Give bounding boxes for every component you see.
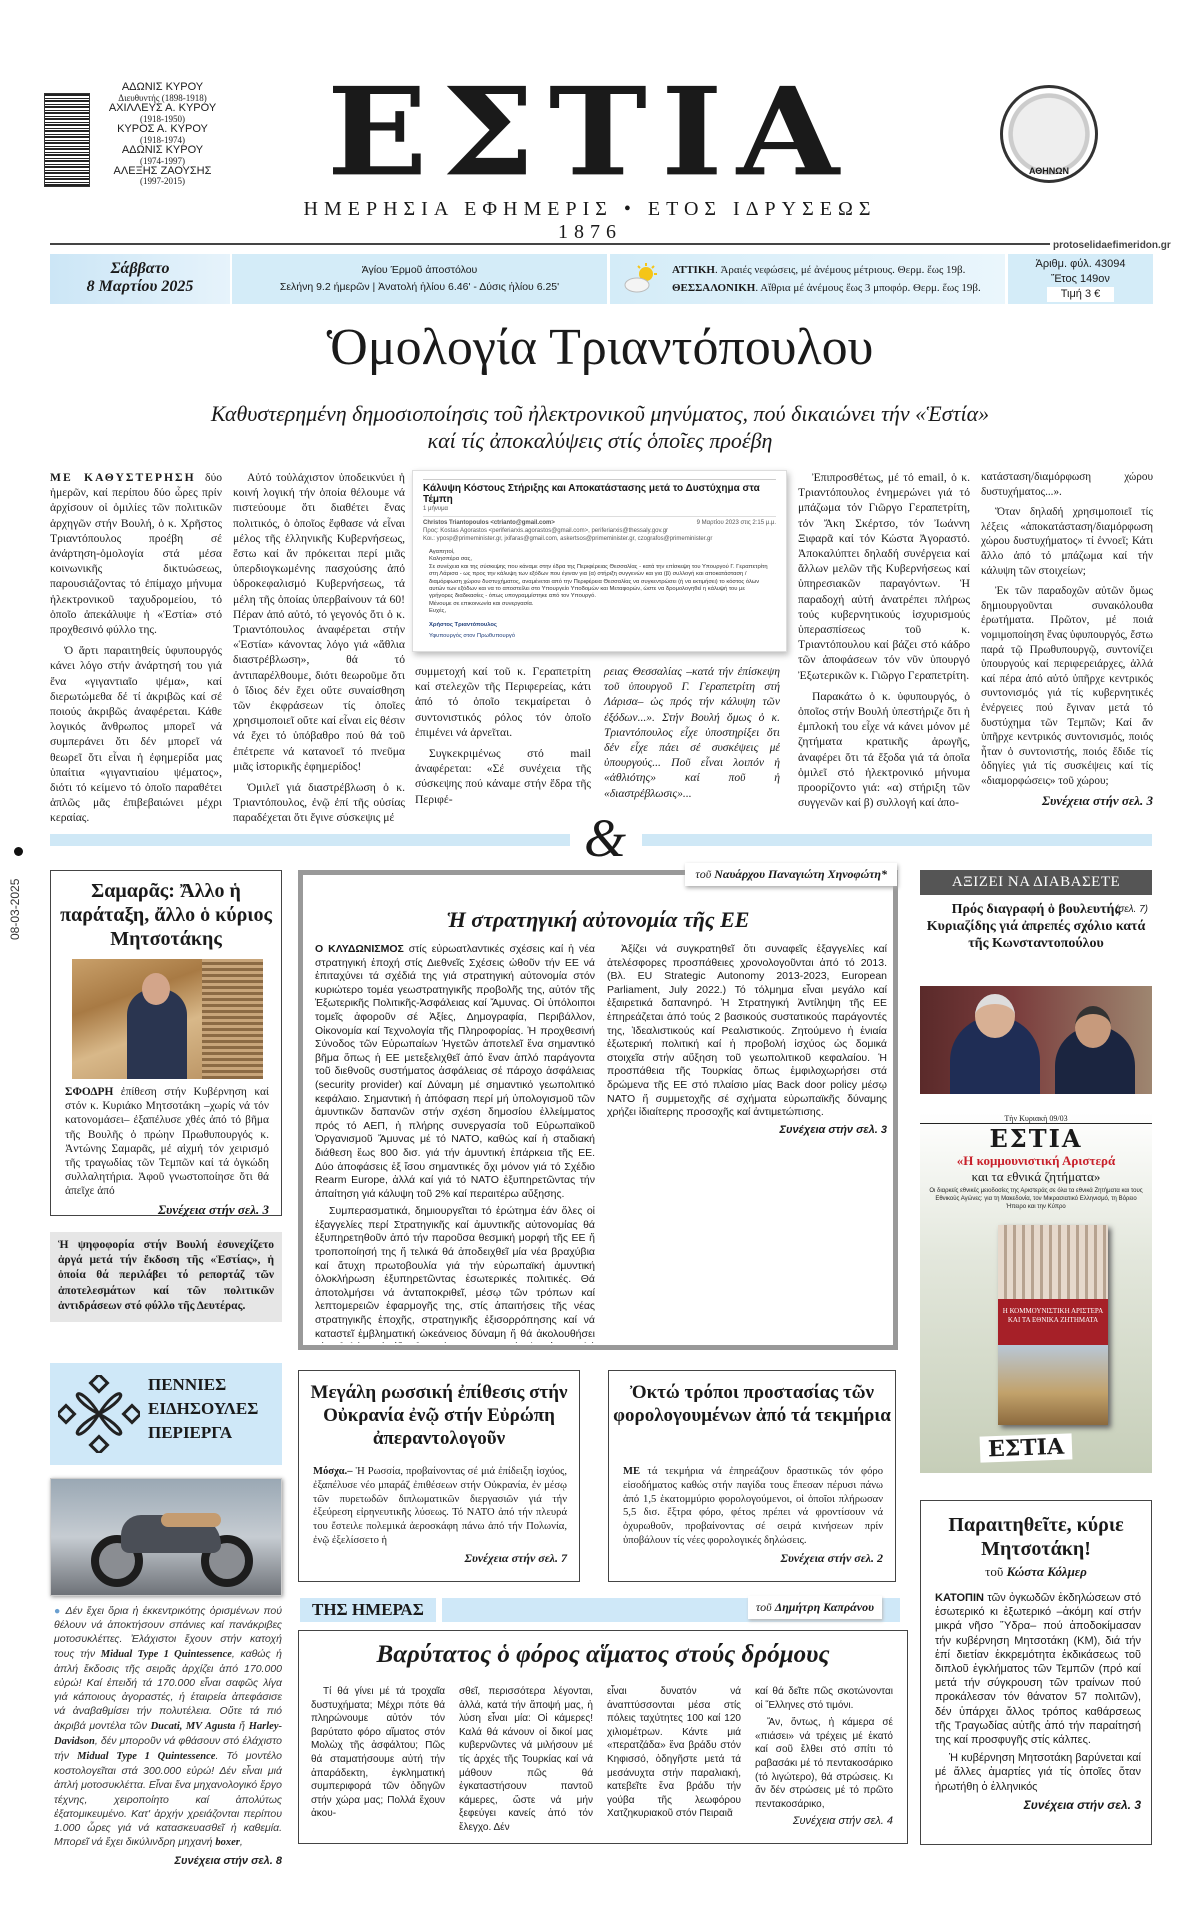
paragraph: Παρακάτω ὁ κ. ὑφυπουργός, ὁ ὁποῖος στήν Βουλή ὑπεστήριζε ὅτι ἡ ἐμπλοκή του εἶχε νά κάνει μόνον μέ ζητήματα κρατικῆς ἀρωγῆς, ἀναφέρει ὅτι τά ἔξοδα γιά τά ὁποῖα ὁμιλεῖ στό ἠλεκτρονικό μήνυμα προορίζοντο γιά: «α) στήριξη τῶν συγγενῶν καί β) συλλογή καί ἀπο- <box>798 689 970 810</box>
title-line: ΠΕΝΝΙΕΣ <box>148 1375 227 1394</box>
founder-years: (1974-1997) <box>140 155 185 166</box>
paragraph: Ὅταν δηλαδή χρησιμοποιεῖ τίς λέξεις «ἀποκατάσταση/διαμόρφωση χώρου δυστυχήματος» τί ἐννοεῖ; Κάτι ἄλλο ἀπό τό μπάζωμα καί τήν κάλυψη τῶν στοιχείων; <box>981 506 1153 577</box>
paragraph: Συμπερασματικά, δημιουργεῖται τό ἐρώτημα ἐάν ὅλες οἱ ἐξαγγελίες περί Στρατηγικῆς καί ἀμυντικῆς αὐτονομίας θά ἐξυπηρετηθοῦν ἀπό τήν παροῦσα θεσμική μορφή τῆς ΕΕ ἤ τροποποίησή της ἤ τελικά θά ἀποδειχθεῖ μία νέα βραχύβια καί ἄτυχη πρωτοβουλία γιά τήν εὐρωπαϊκή ἀμυντική ὁλοκλήρωση ἐξυπηρετῶντας ἐσωτερικές πολιτικές. Θά ἀποτολμήσει νά ἀνταποκριθεῖ, μέσῳ τῶν τρόπων καί λεπτομερειῶν ἐφαρμογῆς της, στίς ἀπαιτήσεις τῆς νέας στρατηγικῆς ἐποχῆς, στρατηγικῆς ἐξισορρόπησης καί νά καταστεῖ ἐμβληματική ὠκεάνειος δύναμη ἤ θά ἀκολουθήσει <box>315 1205 595 1340</box>
book-advertisement[interactable] <box>920 1113 1152 1473</box>
paragraph: ρειας Θεσσαλίας –κατά τήν ἐπίσκεψη τοῦ ὑπουργοῦ Γ. Γεραπετρίτη στή Λάρισα– ὡς πρός τήν κάλυψη τῶν ἐξόδων...». Στήν Βουλή ὅμως ὁ κ. Τριαντόπουλος εἶχε ὑποστηρίξει ὅτι δέν εἶχε πάει σέ συσκέψεις μέ ὑπουργούς... Ποῦ εἶναι λοιπόν ἡ «ἀθλιότης» καί ποῦ ἡ «διαστρέβλωσις»... <box>604 665 780 800</box>
newspaper-logo[interactable]: ΕΣΤΙΑ <box>326 61 854 204</box>
page-ref: (σελ. 7) <box>1114 904 1148 915</box>
must-read-headline[interactable] <box>920 895 1152 952</box>
saint-of-day: Άγίου Έρμοῦ ἀποστόλου <box>361 264 478 276</box>
email-date: 9 Μαρτίου 2023 στις 2:15 μ.μ. <box>696 520 776 526</box>
founder-name: ΑΔΩΝΙΣ ΚΥΡΟΥ <box>121 143 204 156</box>
barcode <box>44 93 90 187</box>
sheet-number: Ἀριθμ. φύλ. 43094 <box>1035 258 1126 270</box>
masthead-tagline: ΗΜΕΡΗΣΙΑ ΕΦΗΜΕΡΙΣ • ΕΤΟΣ ΙΔΡΥΣΕΩΣ 1876 <box>303 198 877 243</box>
pennies-text <box>54 1604 282 1869</box>
paragraph: Αὐτό τοὐλάχιστον ὑποδεικνύει ἡ κοινή λογική τήν ὁποία θέλουμε νά πιστεύουμε ὅτι διαθέτει ἕνας πολιτικός, ὁ ὁποῖος ἔφθασε νά εἶναι μέλος τῆς ἑλληνικῆς Κυβερνήσεως, ἔστω καί ἄν πρόκειται περί μιᾶς ὑπερδιογκωμένης πασχούσης ἀπό ὑδροκεφαλισμό Κυβερνήσεως, τά μέλη τῆς ὁποίας ὑπερβαίνουν τά 60! Πέραν ἀπό αὐτό, τό γεγονός ὅτι ὁ κ. Τριαντόπουλος ἀναφέρεται στήν «Ἑστία» κάνοντας λόγο γιά «ἄθλια διαστρέβλωση», θά τό ἀντιπαρέλθουμε, διότι θεωροῦμε ὅτι ὁ ἴδιος δέν ἔχει οὔτε συναίσθηση τῶν ἐκφράσεων τίς ὁποῖες χρησιμοποιεῖ οὔτε καί εἶναι εἰς θέσιν νά ἔχει τό ὑπόβαθρο πού θά τοῦ ἐπέτρεπε νά κατανοεῖ τό πνεῦμα μιᾶς ἱστορικῆς ἐφημερίδος! <box>233 471 405 773</box>
brand-name: Ducati, MV Agusta <box>150 1720 236 1732</box>
weather-text: . Ἀραιές νεφώσεις, μέ ἀνέμους μέτριους. Θερμ. ἕως 19β. <box>714 264 966 276</box>
email-screenshot <box>412 470 787 652</box>
weather-forecast <box>610 254 1005 304</box>
lead-subheadline <box>130 400 1070 454</box>
paragraph <box>54 1605 282 1848</box>
russia-article <box>298 1370 580 1582</box>
text-run: . Τό μοντέλο κοστολογεῖται στά 300.000 εὐρώ! Δέν εἶναι μιά ἁπλή μοτοσυκλέττα. Εἶναι ἕνα μηχανολογικό ἔργο τέχνης, χειροποίητο καί ἀπολύτως ἐξατομικευμένο. Κατ' ἀρχήν χρειάζονται περίπου 1.000 ὧρες γιά νά κατασκευασθεῖ ἡ καθεμία. Μπορεῖ νά ἔχει δικύλινδρη μηχανή <box>54 1750 282 1849</box>
founder-name: ΚΥΡΟΣ Α. ΚΥΡΟΥ <box>117 122 208 135</box>
email-subject: Κάλυψη Κόστους Στήριξης και Αποκατάστασης μετά το Δυστύχημα στα Τέμπη <box>423 479 776 505</box>
paragraph: κατάσταση/διαμόρφωση χώρου δυστυχήματος...». <box>981 471 1153 498</box>
continued-link[interactable]: Συνέχεια στήν σελ. 3 <box>1042 793 1153 809</box>
bullet-icon <box>14 847 23 856</box>
publication-year: Ἔτος 149ον <box>1051 273 1110 285</box>
bullet-icon: ● <box>54 1605 66 1617</box>
continued-link[interactable]: Συνέχεια στήν σελ. 3 <box>779 1123 887 1136</box>
lead-word: ΣΦΟΔΡΗ <box>65 1086 114 1098</box>
text-run: Δέν ἔχει ὅρια ἡ ἐκκεντρικότης ὁρισμένων πού θέλουν νά ἀποκτήσουν σπάνιες καί πανάκριβες μοτοσυκλέττες. Ἐλάχιστοι ἔχουν στήν κατοχή τους τήν <box>54 1605 282 1660</box>
paragraph: τῶν ὀγκωδῶν ἐκδηλώσεων στό ἐσωτερικό κι ἐξωτερικό –ἀκόμη καί στήν μικρά νῆσο Ὕδρα– πού ἀποδοκίμασαν τήν κυβέρνηση Μητσοτάκη (ΚΜ), διά τήν ἐπί διετίαν ἐκκρεμότητα ἐκδικάσεως τοῦ διπλοῦ ἐγκλήματος τῶν Τεμπῶν (πρό καί μετά τήν σύγκρουση τῶν τραίνων πού προκάλεσαν τόν θάνατον 57 πολιτῶν), δέν ὑπάρχει ἄλλος τρόπος καθάρσεως τῆς Τραγωδίας αὐτῆς ἀπό τήν παραίτησή της καί προσφυγῆς στίς κάλπες. <box>935 1592 1141 1747</box>
tax-article <box>608 1370 896 1582</box>
continued-link[interactable]: Συνέχεια στήν σελ. 7 <box>464 1550 567 1565</box>
kyriazidis-photo <box>920 986 1152 1094</box>
continued-link[interactable]: Συνέχεια στήν σελ. 4 <box>792 1815 893 1828</box>
lead-column-1 <box>50 470 222 832</box>
email-cc: Κοι.: yposp@primeminister.gr, jxifaras@gmail.com, askertsos@primeminister.gr, czografos@primeminister.gr <box>423 536 713 542</box>
today-section-bar <box>300 1598 900 1622</box>
strategic-column-2 <box>607 943 887 1137</box>
tax-text <box>623 1465 883 1566</box>
paragraph: δύο ἡμερῶν, καί περίπου δύο ὧρες πρίν ἀρχίσουν οἱ ὁμιλίες τῶν πολιτικῶν ἀρχηγῶν στήν Βουλή, ὁ κ. Χρῆστος Τριαντόπουλος προέβη σέ ἀνάρτηση-ὁμολογία στά μέσα κοινωνικῆς δικτυώσεως, παρουσιάζοντας τό ἐπίμαχο μήνυμα ἠλεκτρονικοῦ ταχυδρομείου, τό ὁποῖο ἀπεκάλυψε ἡ «Ἑστία» στό προχθεσινό φύλλο της. <box>50 471 222 637</box>
pennies-title <box>148 1373 258 1445</box>
kolmer-headline[interactable]: Παραιτηθεῖτε, κύριε Μητσοτάκη! <box>948 1514 1124 1560</box>
continued-link[interactable]: Συνέχεια στήν σελ. 2 <box>780 1550 883 1565</box>
book-title: Η ΚΟΜΜΟΥΝΙΣΤΙΚΗ ΑΡΙΣΤΕΡΑ ΚΑΙ ΤΑ ΕΘΝΙΚΑ ΖΗΤΗΜΑΤΑ <box>1002 1307 1104 1324</box>
issue-date <box>50 254 230 304</box>
brand-name: Midual Type 1 Quintessence <box>77 1751 216 1763</box>
divider-line-left <box>50 834 570 846</box>
motorcycle-photo <box>50 1478 282 1596</box>
subhead-line: καί τίς ἀποκαλύψεις στίς ὁποῖες προέβη <box>427 428 773 453</box>
today-column-3 <box>607 1685 741 1825</box>
founder-years: (1997-2015) <box>140 176 185 187</box>
continued-link[interactable]: Συνέχεια στήν σελ. 8 <box>174 1855 282 1868</box>
paragraph: τά τεκμήρια νά ἐπηρεάζουν δραστικῶς τόν φόρο εἰσοδήματος καθώς στήν παγίδα τους ἔπεσαν πέρυσι πάνω ἀπό 1,5 ἑκατομμύριο φορολογούμενοι, οἱ ὁποῖοι πλήρωσαν 5,5 δισ. ἔξτρα φόρο, φέτος πρέπει νά φροντίσουν νά ὀχυρωθοῦν, προβαίνοντας σέ σειρά κινήσεων πρίν ὑποβάλουν τίς νέες φορολογικές δηλώσεις. <box>623 1466 883 1546</box>
lead-word: ΜΕ <box>623 1466 641 1477</box>
weather-text: . Αἴθρια μέ ἀνέμους ἕως 3 μποφόρ. Θερμ. ἕως 19β. <box>755 282 981 294</box>
date-stamp: 08-03-2025 <box>8 878 22 940</box>
paragraph: Ἡ Ρωσσία, προβαίνοντας σέ μιά ἐπίδειξη ἰσχύος, ἐξαπέλυσε νέο μπαράζ ἐπιθέσεων στήν Οὐκρανία, ἐν μέσῳ τῶν πυρετωδῶν διπλωματικῶν διεργασιῶν γιά τήν ἐξεύρεση εἰρηνευτικῆς λύσεως. Τό ΝΑΤΟ ἀπό τήν πλευρά του ἔστειλε πολεμικά ἀεροσκάφη πάνω ἀπό τήν Πολωνία, ἐνῷ ἐξελίσσετο ἡ <box>313 1466 567 1546</box>
ad-brand-footer: ΕΣΤΙΑ <box>980 1433 1073 1462</box>
road-deaths-headline[interactable]: Βαρύτατος ὁ φόρος αἵματος στούς δρόμους <box>376 1641 830 1668</box>
strategic-headline[interactable]: Ἡ στρατηγική αὐτονομία τῆς ΕΕ <box>446 907 750 932</box>
ad-title: «Η κομμουνιστική Αριστερά <box>956 1153 1116 1168</box>
paragraph: στίς εὐρωατλαντικές σχέσεις καί ἡ νέα στρατηγική ἐποχή στίς Διεθνεῖς Σχέσεις ὠθοῦν τήν ΕΕ νά ἐπιταχύνει τά σχέδιά της γιά στρατηγική αὐτονομία στόν κυριώτερο τομέα γεωστρατηγικῆς προβολῆς της, αὐτόν τῆς Ἐξωτερικῆς Πολιτικῆς-Ἀσφάλειας καί Ἄμυνας. Οἱ ὑπόλοιποι τομεῖς ἀφοροῦν σέ Ἀξίες, Δημογραφία, Περιβάλλον, Οἰκονομία καί Τεχνολογία τῆς Πληροφορίας. Ἡ προχθεσινή Σύνοδος τῶν Εὐρωπαίων Ἡγετῶν ἀποτελεῖ ἕνα σημαντικό βῆμα ὅπως ἡ ΕΕ μετεξελιχθεῖ ἀπό ἕναν ἁπλό παράγοντα τοῦ διεθνοῦς συστήματος ἀσφάλειας σέ πάροχο ἀσφάλειας (security provider) καί Δύναμη μέ σημαντικό γεωπολιτικό κεφάλαιο. Σημαντική ἡ ἀπόφαση περί μή ὑπολογισμοῦ τῶν ἀμυντικῶν δαπανῶν στήν σχέση δημοσίου ἐλλείμματος πρός τό ΑΕΠ, ἡ πλήρης συνεργασία τοῦ Εὐρωπαϊκοῦ Ὀργανισμοῦ Ἄμυνας μέ τό ΝΑΤΟ, καθώς καί ἡ σταδιακή διάθεση ἕως 800 δισ. γιά τήν ἀμυντική ἐπάρκεια τῆς ΕΕ. Δύο ἀποφάσεις ἐξ ἴσου σημαντικές ὄχι μόνον γιά τό Σχέδιο Rearm Europe, ἀλλά καί γιά τό ΝΑΤΟ ἐξυπηρετῶντας τήν ἀπαίτηση γιά κάλυψη τοῦ 2% καί περαιτέρω αὔξησης. <box>315 943 595 1200</box>
russia-text <box>313 1465 567 1566</box>
floral-ornament-icon <box>58 1375 140 1453</box>
today-column-4 <box>755 1685 893 1829</box>
partly-cloudy-icon <box>624 263 658 293</box>
paragraph: Ἀξίζει νά συγκρατηθεῖ ὅτι συναφεῖς ἐξαγγελίες καί ἀτελέσφορες προσπάθειες χρονολογοῦνται ἀπό τό 2013. (Βλ. EU Strategic Autonomy 2013-2023, European Parliament, July 2022.) Τό τόλμημα εἶναι μεγάλο καί ἐξαιρετικά δαπανηρό. Ἡ Στρατηγική Ἀντίληψη τῆς ΕΕ ἐπηρεάζεται ἀπό τούς 2 βασικούς συστατικούς παράγοντές της, Ἰδεαλιστικούς καί Ρεαλιστικούς. Ζητούμενο ἡ ἑνιαία ἐξωτερική πολιτική καί ἡ προβολή ἰσχύος ὡς δομικά στοιχεῖα στήν αὔξηση τοῦ γεωπολιτικοῦ κεφαλαίου. Ἡ προσπάθεια τῆς Τουρκίας ὅπως ἐμφιλοχωρήσει στά δρώμενα τῆς ΕΕ στό πλαίσιο μίας Back door policy μέσῳ ΝΑΤΟ ἤ συμμετοχῆς σέ σχήματα εὐρωπαϊκῆς δύναμης χρήζει ἰδιαίτερης προσοχῆς καί ἀντιμετώπισης. <box>607 943 887 1119</box>
kolmer-text <box>935 1591 1141 1812</box>
ad-subtitle: και τα εθνικά ζητήματα» <box>971 1169 1101 1184</box>
text-run: , καθώς ἡ ἁπλή ἔκδοσις τῆς σειρᾶς ἀρχίζει ἀπό 170.000 εὐρώ! Καί ἐπειδή τά 170.000 εἶναι σαφῶς λίγα γιά κάποιους ἀγοραστές, ἡ ἑταιρεία ἀπεφάσισε νά ἀναβαθμίσει τήν πολυτέλεια. Οὔτε τά πιό ἀκριβά μοντέλα τῶν <box>54 1647 283 1732</box>
founder-years: (1918-1950) <box>140 113 185 124</box>
today-column-2 <box>459 1685 593 1839</box>
byline-prefix: τοῦ <box>985 1564 1007 1579</box>
lead-column-5 <box>798 470 970 816</box>
lead-column-2 <box>233 470 405 832</box>
lead-column-3 <box>415 664 591 813</box>
paragraph: συμμετοχή καί τοῦ κ. Γεραπετρίτη καί στελεχῶν τῆς Περιφερείας, κάτι ἀπό τό ὁποῖο τεκμαίρεται ὁ συντονιστικός ρόλος τόν ὁποῖο ἐπιμένει νά ἀρνεῖται. <box>415 665 591 739</box>
byline <box>685 863 897 886</box>
divider-line-right <box>642 834 1152 846</box>
paragraph: σθεῖ, περισσότερα λέγονται, ἀλλά, κατά τήν ἄποψή μας, ἡ λύση εἶναι μία: Οἱ κάμερες! Καλά θά κάνουν οἱ δικοί μας κυβερνῶντες νά μιλήσουν μέ τίς ἀρχές τῆς Τουρκίας καί νά μάθουν πῶς θά ἐγκαταστήσουν παντοῦ κάμερες, ὥστε νά μήν ξεφεύγει κανείς ἀπό τόν ἔλεγχο. Δέν <box>459 1686 593 1833</box>
paragraph: Ἐπιπροσθέτως, μέ τό email, ὁ κ. Τριαντόπουλος ἐνημερώνει γιά τό μπάζωμα τόν Γιῶργο Γεραπετρίτη, τόν Ἄκη Σκέρτσο, τόν Ἰωάννη Ξιφαρᾶ καί τόν Κώστα Ἀγοραστό. Ἀποκαλύπτει δηλαδή συνέργεια καί ἄλλων μελῶν τῆς Κυβερνήσεως καί ὑπηρεσιακῶν παραγόντων. Ἡ παραδοχή αὐτή ἀνατρέπει πλήρως τούς κυβερνητικούς ἰσχυρισμούς ὑπερασπίσεως τοῦ κ. Τριαντόπουλου καί βάζει στό κάδρο τῶν ἀποφάσεων τόν νῦν ὑπουργό Ἐξωτερικῶν κ. Γιῶργο Γεραπετρίτη. <box>798 471 970 682</box>
continued-link[interactable]: Συνέχεια στήν σελ. 3 <box>158 1201 269 1217</box>
paragraph: Ὁ ἄρτι παραιτηθείς ὑφυπουργός κάνει λόγο στήν ἀνάρτησή του γιά ἕνα «γιγαντιαῖο ψέμα», καί διερωτώμεθα δέ τί ἀκριβῶς καί σέ ποιούς ἀκριβῶς ἀναφέρεται. Κάθε λογικός ἄνθρωπος μπορεῖ νά συμπεράνει ὅτι δέν μπορεῖ νά θεωρεῖ ὅτι εἶναι ἡ ἐφημερίδα μας ὑπαίτια «γιγαντιαίου ψέματος», διότι τό κείμενο τό ὁποῖο παραθέτει ἁπλῶς μᾶς ἐπιβεβαιώνει μέχρι κεραίας. <box>50 644 222 825</box>
ad-brand: ΕΣΤΙΑ <box>989 1124 1083 1153</box>
author-name: Κώστα Κόλμερ <box>1006 1564 1087 1579</box>
email-line: Αγαπητοί, <box>429 549 455 555</box>
lead-word: Ο ΚΛΥΔΩΝΙΣΜΟΣ <box>315 943 404 955</box>
email-line: Σε συνέχεια και της σύσκεψης που κάναμε στην έδρα της Περιφέρειας Θεσσαλίας - κατά την επίσκεψη του Υπουργού Γ. Γεραπετρίτη στη Λάρισα - ως προς την κάλυψη των εξόδων που έγιναν για (α) στήριξη συγγενών και για (β) συλλογή και αποκατάσταση / διαμόρφωση χώρου δυστυχήματος, αναμένεται από την Περιφέρεια Θεσσαλίας να συγκεντρώσει (ή να εκτιμήσει) το κόστος όλων αυτών των εξόδων και να το αποστείλει στο Υπουργείο Υποδομών και Μεταφορών, ώστε να δρομολογηθεί η κάλυψή του με γρήγορες διαδικασίες - όπως υπογραμμίστηκε από τον Υπουργό. <box>429 563 768 600</box>
email-signature: Χρήστος Τριαντόπουλος <box>429 621 497 628</box>
samaras-text <box>65 1085 269 1217</box>
subhead-line: Καθυστερημένη δημοσιοποίησις τοῦ ἠλεκτρονικοῦ μηνύματος, πού δικαιώνει τήν «Ἑστία» <box>210 401 990 426</box>
byline-prefix: τοῦ <box>755 1600 775 1614</box>
email-from: Christos Triantopoulos <ctrianto@gmail.com> <box>423 520 555 526</box>
kolmer-article <box>920 1500 1152 1845</box>
brand-name: Midual Type 1 Quintessence <box>100 1648 232 1660</box>
must-read-banner: ΑΞΙΖΕΙ ΝΑ ΔΙΑΒΑΣΕΤΕ <box>920 870 1152 895</box>
lead-word: Μόσχα.– <box>313 1466 353 1477</box>
email-role: Υφυπουργός στον Πρωθυπουργό <box>429 633 516 640</box>
vote-note: Ἡ ψηφοφορία στήν Βουλή ἐσυνεχίζετο ἀργά μετά τήν ἔκδοση τῆς «Ἑστίας», ἡ ὁποία θά περιλάβει τό ρεπορτάζ τῶν ἀποτελεσμάτων καί τῶν πολιτικῶν ἀντιδράσεων στό φύλλο τῆς Δευτέρας. <box>50 1232 282 1322</box>
paragraph: ἐπίθεση στήν Κυβέρνηση καί στόν κ. Κυριάκο Μητσοτάκη –χωρίς νά τόν κατονομάσει– ἐξαπέλυσε χθές ἀπό τό βῆμα τῆς Βουλῆς ὁ πρώην Πρωθυπουργός κ. Ἀντώνης Σαμαρᾶς, μέ αἰχμή τόν χειρισμό τῆς τραγωδίας τῶν Τεμπῶν καί τά ὀγκώδη συλλαλητήρια. Ἀφοῦ γνωστοποίησε ὅτι θά ἀπεῖχε ἀπό <box>65 1086 269 1198</box>
russia-headline[interactable]: Μεγάλη ρωσσική ἐπίθεσις στήν Οὐκρανία ἐνῷ στήν Εὐρώπη ἀπεραντολογοῦν <box>310 1382 568 1449</box>
samaras-headline[interactable]: Σαμαρᾶς: Ἄλλο ἡ παράταξη, ἄλλο ὁ κύριος Μητσοτάκης <box>60 880 272 950</box>
author-name: Ναυάρχου Παναγιώτη Χηνοφώτη* <box>714 867 887 881</box>
email-body <box>423 543 776 640</box>
pennies-section-header <box>50 1363 282 1465</box>
email-line: Μένουμε σε επικοινωνία και συνεργασία. <box>429 600 534 607</box>
lead-column-6 <box>981 470 1153 809</box>
road-deaths-article <box>298 1630 908 1844</box>
samaras-photo <box>72 959 263 1079</box>
author-name: Δημήτρη Καπράνου <box>774 1600 874 1614</box>
email-to: Προς: Kostas Agorastos <periferiarxis.agorastos@gmail.com>, periferiarxis@thessaly.gov.gr <box>423 528 669 534</box>
seal-text: ΑΘΗΝΩΝ <box>1029 166 1069 176</box>
must-read-box <box>920 870 1152 982</box>
lead-column-4 <box>604 664 780 807</box>
headline-text: Πρός διαγραφή ὁ βουλευτής Κυριαζίδης γιά ἀπρεπές σχόλιο κατά τῆς Κωνσταντοπούλου <box>926 902 1146 951</box>
email-count: 1 μήνυμα <box>423 506 449 512</box>
lead-word: ΜΕ ΚΑΘΥΣΤΕΡΗΣΗ <box>50 471 196 484</box>
email-line: Ευχές, <box>429 608 447 615</box>
ampersand-ornament: & <box>583 808 626 868</box>
paragraph: Ἐκ τῶν παραδοχῶν αὐτῶν ὅμως δημιουργοῦνται συνακόλουθα ἐρωτήματα. Πρῶτον, μέ ποιά νομιμοποίηση ἕνας ὑφυπουργός, ἔστω παρά τῷ Πρωθυπουργῷ, συντονίζει ὑπουργούς καί περιφερειάρχες, ἀλλά καί πέρα ἀπό αὐτό ὑπῆρχε κεντρικός συντονισμός γιά τίς κυβερνητικές ἐνέργειες πού ἔγιναν μετά τό δυστύχημα τῶν Τεμπῶν; Καί ἄν ὑπῆρχε κεντρικός συντονισμός, ποιός ἦταν ὁ συντονιστής, ποιός ἔδιδε τίς ὁδηγίες γιά τίς συσκέψεις καί τίς «διαμορφώσεις» τοῦ χώρου; <box>981 585 1153 787</box>
paragraph: Συγκεκριμένως στό mail ἀναφέρεται: «Σέ συνέχεια τῆς σύσκεψης πού κάναμε στήν ἕδρα τῆς Περιφέ- <box>415 747 591 806</box>
founder-years: Διευθυντής (1898-1918) <box>118 92 207 103</box>
lead-headline[interactable]: Ὁμολογία Τριαντόπουλου <box>326 319 874 376</box>
founder-name: ΑΛΕΞΗΣ ΖΑΟΥΣΗΣ <box>113 164 212 177</box>
founder-years: (1918-1974) <box>140 134 185 145</box>
coin-seal-icon <box>1000 85 1098 183</box>
weather-region: ΘΕΣΣΑΛΟΝΙΚΗ <box>672 282 756 294</box>
price: Τιμή 3 € <box>1047 287 1115 302</box>
strategic-column-1 <box>315 943 595 1343</box>
weather-region: ΑΤΤΙΚΗ <box>672 264 715 276</box>
paragraph: Ἡ κυβέρνηση Μητσοτάκη βαρύνεται καί μέ ἄλλες ἁμαρτίες γιά τίς ὁποῖες ὅταν ἠρωτήθη ὁ ἑλληνικός <box>935 1752 1141 1793</box>
samaras-article <box>50 870 282 1216</box>
byline <box>748 1596 882 1619</box>
text-run: ἤ <box>235 1719 249 1732</box>
paragraph: εἶναι δυνατόν νά ἀναπτύσσονται μέσα στίς πόλεις ταχύτητες 100 καί 120 χιλιομέτρων. Κάντε μιά «περατζάδα» ἕνα βράδυ στόν Κηφισσό, ὁδηγῆστε μετά τά μεσάνυχτα στήν παραλιακή, κατεβεῖτε ἕνα βράδυ τήν γούβα τῆς λεωφόρου Χατζηκυριακοῦ στόν Πειραιᾶ <box>607 1686 741 1820</box>
ad-date: Τὴν Κυριακὴ 09/03 <box>920 1113 1152 1124</box>
almanac <box>232 254 607 304</box>
book-cover <box>998 1225 1108 1425</box>
text-run: , δέν μποροῦν νά φθάσουν στό ἐλάχιστο τήν <box>54 1734 282 1763</box>
masthead-rule <box>50 243 1050 245</box>
strategic-autonomy-article <box>298 867 898 1350</box>
text-run: , <box>239 1836 243 1849</box>
title-line: ΠΕΡΙΕΡΓΑ <box>148 1423 233 1442</box>
email-line: Καλησπέρα σας, <box>429 556 473 563</box>
byline <box>921 1561 1151 1580</box>
title-line: ΕΙΔΗΣΟΥΛΕΣ <box>148 1399 259 1418</box>
brand-name: boxer <box>215 1837 240 1849</box>
issue-day: Σάββατο <box>110 260 170 277</box>
paragraph: Ἄν, ὄντως, ἡ κάμερα σέ «πιάσει» νά τρέχεις μέ ἑκατό καί σοῦ ἔλθει στό σπίτι τό ραβασάκι μέ τό πεντακοσάρικο (τό λιγώτερο), θά στρώσεις. Κι ἄν δέν στρώσεις μέ τό πρῶτο πεντακοσάρικο, <box>755 1717 893 1810</box>
today-column-1 <box>311 1685 445 1825</box>
issue-full-date: 8 Μαρτίου 2025 <box>86 278 194 295</box>
paragraph: Ὁμιλεῖ γιά διαστρέβλωση ὁ κ. Τριαντόπουλος, ἐνῷ ἐπί τῆς οὐσίας παραδέχεται ὅτι ἔγινε σύσκεψις μέ <box>233 781 405 825</box>
paragraph: Τί θά γίνει μέ τά τροχαῖα δυστυχήματα; Μέχρι πότε θά πληρώνουμε αὐτόν τόν βαρύτατο φόρο αἵματος στόν Μολὼχ τῆς ἀσφάλτου; Πῶς θά σταματήσουμε αὐτή τήν ἀπαράδεκτη, ἐγκληματική συμπεριφορά τῶν ὁδηγῶν στήν χώρα μας; Πολλά ἔχουν ἀκου- <box>311 1686 445 1820</box>
byline-prefix: τοῦ <box>695 867 715 881</box>
brand-name: Harley-Davidson <box>54 1720 282 1747</box>
continued-link[interactable]: Συνέχεια στήν σελ. 3 <box>1023 1797 1141 1812</box>
paragraph: καί θά δεῖτε πῶς σκοτώνονται οἱ Ἕλληνες στό τιμόνι. <box>755 1686 893 1711</box>
sun-moon-times: Σελήνη 9.2 ήμερῶν | Ἀνατολή ἡλίου 6.46' - Δύσις ἡλίου 6.25' <box>279 281 560 293</box>
founders-list <box>95 82 230 187</box>
source-website: protoselidaefimeridon.gr <box>1053 240 1171 251</box>
ad-description: Οι διαρκείς εθνικές μειοδοσίες της Αριστεράς σε όλα τα εθνικά Ζητήματα και τους Εθνικούς Αγώνες: για τη Μακεδονία, τον Μικρασιατικό Ελληνισμό, τη Βόρειο Ήπειρο και την Κύπρο <box>929 1188 1143 1210</box>
issue-info <box>1008 254 1153 304</box>
today-label: ΤΗΣ ΗΜΕΡΑΣ <box>300 1598 442 1622</box>
founder-name: ΑΔΩΝΙΣ ΚΥΡΟΥ <box>121 81 204 93</box>
tax-headline[interactable]: Ὀκτώ τρόποι προστασίας τῶν φορολογουμένων ἀπό τά τεκμήρια <box>613 1382 891 1426</box>
lead-word: ΚΑΤΟΠΙΝ <box>935 1592 984 1604</box>
founder-name: ΑΧΙΛΛΕΥΣ Α. ΚΥΡΟΥ <box>108 101 217 114</box>
